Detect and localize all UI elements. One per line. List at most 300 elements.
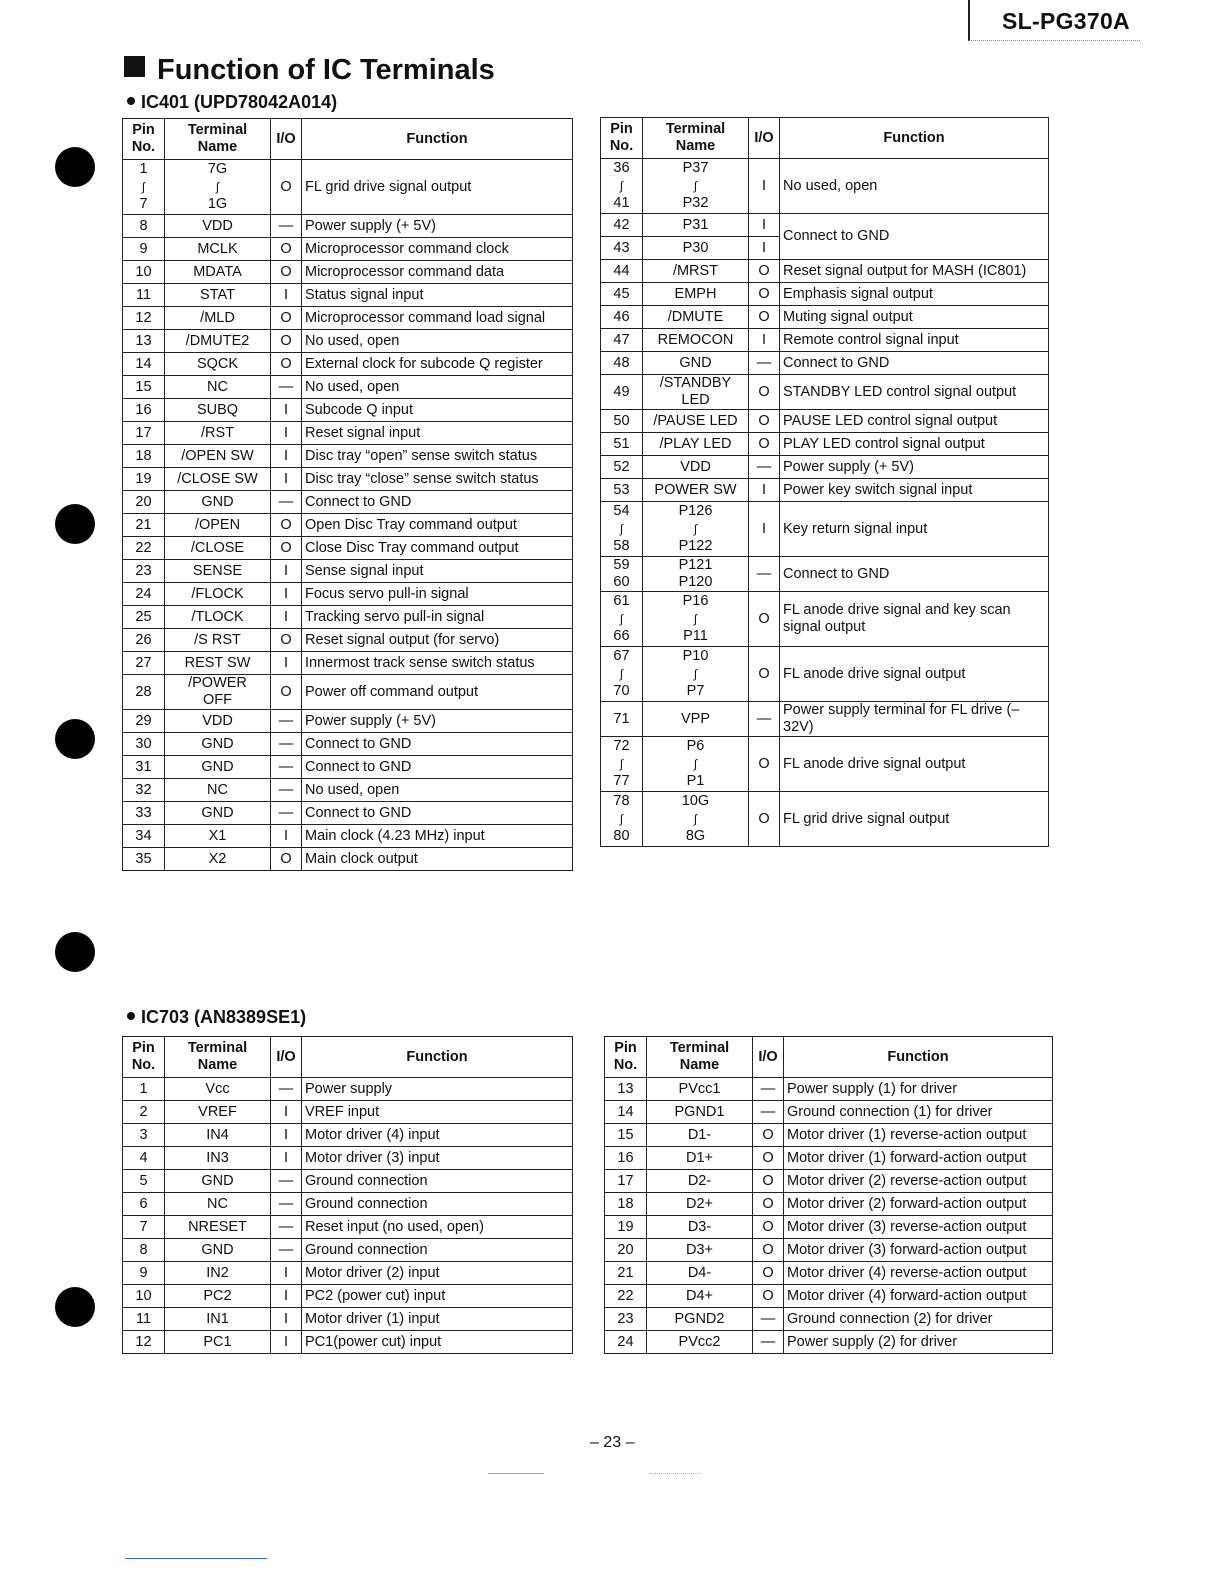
function-cell [302,652,573,675]
io-value: — [278,493,294,510]
table-row [123,1308,573,1331]
function-cell [302,353,573,376]
io-cell [271,1147,302,1170]
function-text: FL anode drive signal output [783,755,966,772]
terminal-cell [647,1216,753,1239]
pin-number-end: 58 [613,538,630,554]
function-cell [302,491,573,514]
io-cell [753,1262,784,1285]
terminal-cell [165,652,271,675]
header-io-label: I/O [276,1048,296,1065]
io-cell [749,792,780,847]
function-text: Connect to GND [305,758,412,775]
terminal-name: NC [207,378,228,395]
header-io [271,119,302,160]
pin-number: 42 [613,216,630,233]
function-cell [302,261,573,284]
function-cell [780,410,1049,433]
function-text: Power supply [305,1080,393,1097]
terminal-cell [647,1308,753,1331]
function-cell [302,422,573,445]
pin-cell [123,1101,165,1124]
pin-number: 49 [613,383,630,400]
io-value: — [278,712,294,729]
pin-number: 23 [135,562,152,579]
terminal-cell [165,1101,271,1124]
function-cell [784,1262,1053,1285]
pin-cell [123,1308,165,1331]
table-row [601,260,1049,283]
function-cell [302,1078,573,1101]
io-value: — [278,1218,294,1235]
function-cell [302,675,573,710]
function-text: Motor driver (3) reverse-action output [787,1218,1027,1235]
header-function-label: Function [406,1048,468,1065]
terminal-name: GND [201,1172,234,1189]
terminal-cell [165,1124,271,1147]
function-cell [784,1147,1053,1170]
io-value: I [761,331,767,348]
function-cell [302,560,573,583]
pin-number: 51 [613,435,630,452]
table-row [605,1078,1053,1101]
terminal-cell [647,1331,753,1354]
pin-cell [123,468,165,491]
table-row [601,557,1049,592]
terminal-name: D2+ [685,1195,713,1212]
header-io-label: I/O [758,1048,778,1065]
header-pin [123,119,165,160]
terminal-name-end: 8G [685,828,706,844]
io-value: — [278,1195,294,1212]
terminal-cell [165,238,271,261]
range-icon: ∫ [619,667,624,681]
terminal-cell [165,1285,271,1308]
pin-cell [123,825,165,848]
function-cell [302,537,573,560]
function-text: STANDBY LED control signal output [783,383,1017,400]
io-value: I [283,286,289,303]
terminal-cell [165,468,271,491]
pin-cell [601,306,643,329]
function-text: Disc tray “close” sense switch status [305,470,539,487]
function-cell [302,1285,573,1308]
function-text: External clock for subcode Q register [305,355,543,372]
pin-number: 72 [613,738,630,754]
terminal-name: PGND1 [674,1103,725,1120]
pin-number: 10 [135,1287,152,1304]
range-icon: ∫ [619,612,624,626]
io-value: — [278,378,294,395]
io-value: I [283,470,289,487]
io-cell [271,1285,302,1308]
terminal-cell [643,375,749,410]
io-value: — [760,1310,776,1327]
pin-number: 47 [613,331,630,348]
table-row [601,433,1049,456]
terminal-name-end: P1 [686,773,705,789]
terminal-cell [165,491,271,514]
pin-cell [123,261,165,284]
pin-number-end: 60 [613,574,630,590]
terminal-name: PC1 [203,1333,232,1350]
pin-number-end: 66 [613,628,630,644]
function-cell [302,583,573,606]
terminal-name: /DMUTE2 [185,332,250,349]
function-cell [302,1331,573,1354]
function-text: Power key switch signal input [783,481,973,498]
function-cell [780,557,1049,592]
function-cell [302,307,573,330]
pin-cell [123,560,165,583]
range-icon: ∫ [693,522,698,536]
function-text: Connect to GND [783,354,890,371]
function-text: Power supply (+ 5V) [305,217,436,234]
io-cell [271,1308,302,1331]
pin-cell [601,283,643,306]
io-cell [749,737,780,792]
function-text: Motor driver (4) reverse-action output [787,1264,1027,1281]
terminal-name: GND [679,354,712,371]
function-text: Ground connection [305,1241,428,1258]
io-value: — [278,735,294,752]
header-function-label: Function [406,130,468,147]
io-cell [753,1101,784,1124]
ic703-table-left [122,1036,573,1354]
function-cell [302,1124,573,1147]
table-row [123,1101,573,1124]
terminal-name: X2 [208,850,227,867]
binder-hole-icon [55,932,95,972]
io-value: O [280,850,292,867]
pin-number: 23 [617,1310,634,1327]
table-row [123,1170,573,1193]
pin-cell [123,422,165,445]
ic703-table-right [604,1036,1053,1354]
io-cell [753,1078,784,1101]
pin-number: 5 [139,1172,148,1189]
pin-cell [123,330,165,353]
io-cell [271,238,302,261]
header-terminal [165,119,271,160]
header-terminal [165,1037,271,1078]
pin-cell [601,410,643,433]
header-io [749,118,780,159]
terminal-cell [165,583,271,606]
terminal-cell [165,675,271,710]
io-cell [271,1124,302,1147]
io-value: I [283,562,289,579]
function-text: Tracking servo pull-in signal [305,608,485,625]
function-cell [302,1101,573,1124]
terminal-name-end: P7 [686,683,705,699]
function-text: FL anode drive signal output [783,665,966,682]
pin-number: 9 [139,1264,148,1281]
pin-number: 12 [135,309,152,326]
function-text: Motor driver (2) reverse-action output [787,1172,1027,1189]
function-text: Focus servo pull-in signal [305,585,469,602]
header-terminal-label: Terminal Name [187,1040,248,1073]
terminal-name: /MLD [200,309,235,326]
table-row [123,1193,573,1216]
terminal-name: /FLOCK [191,585,244,602]
io-cell [749,159,780,214]
terminal-cell [165,1239,271,1262]
pin-cell [123,353,165,376]
terminal-name: P6 [686,738,705,754]
table-row [605,1101,1053,1124]
header-row [123,1037,573,1078]
io-value: I [761,239,767,256]
io-cell [749,647,780,702]
io-cell [271,160,302,215]
pin-cell [123,376,165,399]
header-pin [123,1037,165,1078]
function-cell [784,1193,1053,1216]
table-row [123,1078,573,1101]
function-cell [302,445,573,468]
io-value: — [756,458,772,475]
pin-number-end: 70 [613,683,630,699]
io-cell [271,560,302,583]
pin-cell [605,1308,647,1331]
terminal-name: EMPH [674,285,717,302]
terminal-name: IN1 [206,1310,229,1327]
io-cell [271,1331,302,1354]
pin-number: 16 [135,401,152,418]
pin-number: 20 [135,493,152,510]
io-value: O [762,1172,774,1189]
pin-number: 3 [139,1126,148,1143]
io-cell [271,376,302,399]
header-pin-label: Pin No. [131,1040,156,1073]
pin-cell [605,1193,647,1216]
pin-cell [605,1331,647,1354]
function-text: Motor driver (3) input [305,1149,440,1166]
io-value: O [758,665,770,682]
header-io-label: I/O [276,130,296,147]
table-row [605,1170,1053,1193]
function-cell [784,1078,1053,1101]
terminal-cell [647,1124,753,1147]
pin-cell [123,733,165,756]
terminal-cell [165,848,271,871]
io-cell [271,422,302,445]
pin-cell [123,1239,165,1262]
function-text: Microprocessor command clock [305,240,509,257]
io-value: I [283,1149,289,1166]
terminal-name: /TLOCK [191,608,244,625]
function-cell [780,159,1049,214]
io-cell [271,606,302,629]
io-value: — [278,217,294,234]
table-row [123,330,573,353]
function-text: Reset signal output (for servo) [305,631,500,648]
pin-number-end: 41 [613,195,630,211]
header-io-label: I/O [754,129,774,146]
function-text: Motor driver (4) forward-action output [787,1287,1027,1304]
terminal-name: VDD [202,712,233,729]
terminal-name: P37 [682,160,709,176]
io-value: O [758,755,770,772]
io-cell [749,557,780,592]
terminal-cell [165,399,271,422]
io-value: O [758,285,770,302]
terminal-cell [647,1193,753,1216]
pin-number: 43 [613,239,630,256]
terminal-cell [165,733,271,756]
function-text: VREF input [305,1103,380,1120]
io-cell [749,306,780,329]
terminal-name: 10G [681,793,710,809]
terminal-cell [643,306,749,329]
range-icon: ∫ [693,179,698,193]
pin-cell [123,629,165,652]
terminal-cell [165,215,271,238]
io-value: — [278,804,294,821]
terminal-name: IN4 [206,1126,229,1143]
pin-number: 27 [135,654,152,671]
table-row [601,352,1049,375]
terminal-name: P121 [678,557,713,573]
range-icon: ∫ [141,180,146,194]
terminal-name: D4- [687,1264,712,1281]
io-cell [271,215,302,238]
terminal-cell [165,802,271,825]
terminal-name: PC2 [203,1287,232,1304]
io-cell [271,1101,302,1124]
io-value: — [278,781,294,798]
function-cell [302,802,573,825]
io-value: O [280,263,292,280]
io-value: O [762,1195,774,1212]
terminal-name: GND [201,758,234,775]
function-cell [780,352,1049,375]
table-row [605,1308,1053,1331]
range-icon: ∫ [619,179,624,193]
range-icon: ∫ [215,180,220,194]
terminal-name: 7G [207,161,228,177]
function-cell [302,710,573,733]
table-row [123,710,573,733]
function-text: No used, open [305,378,400,395]
range-icon: ∫ [619,522,624,536]
table-row [123,399,573,422]
pin-cell [123,1124,165,1147]
function-text: Status signal input [305,286,424,303]
function-text: Ground connection (1) for driver [787,1103,993,1120]
terminal-name: VREF [198,1103,237,1120]
io-value: I [283,1310,289,1327]
pin-number: 2 [139,1103,148,1120]
terminal-cell [165,376,271,399]
table-row [123,215,573,238]
function-cell [780,375,1049,410]
io-cell [749,702,780,737]
pin-cell [123,675,165,710]
terminal-cell [165,353,271,376]
io-value: I [283,1126,289,1143]
pin-cell [123,710,165,733]
table-row [605,1124,1053,1147]
io-value: I [283,827,289,844]
pin-cell [601,433,643,456]
function-text: Ground connection [305,1172,428,1189]
binder-hole-icon [55,147,95,187]
pin-cell [123,606,165,629]
io-value: I [283,585,289,602]
pin-cell [123,1078,165,1101]
io-cell [749,592,780,647]
header-function-label: Function [887,1048,949,1065]
pin-number: 46 [613,308,630,325]
terminal-cell [643,479,749,502]
function-text: Motor driver (3) forward-action output [787,1241,1027,1258]
pin-number: 18 [135,447,152,464]
terminal-name: /RST [200,424,235,441]
function-text: Motor driver (2) input [305,1264,440,1281]
io-cell [753,1239,784,1262]
function-cell [302,514,573,537]
function-text: Disc tray “open” sense switch status [305,447,538,464]
io-cell [749,283,780,306]
function-cell [302,284,573,307]
pin-number: 34 [135,827,152,844]
pin-number: 18 [617,1195,634,1212]
table-row [123,733,573,756]
table-row [601,502,1049,557]
function-cell [302,238,573,261]
pin-number: 11 [135,286,152,303]
function-text: Ground connection [305,1195,428,1212]
table-row [123,537,573,560]
terminal-name-end: P11 [683,628,708,644]
function-cell [780,433,1049,456]
pin-number: 35 [135,850,152,867]
table-row [605,1147,1053,1170]
pin-number: 1 [139,1080,148,1097]
table-row [123,606,573,629]
io-cell [271,537,302,560]
table-row [123,1262,573,1285]
function-text: Innermost track sense switch status [305,654,535,671]
table-row [123,307,573,330]
terminal-name: P126 [678,503,713,519]
terminal-name: P30 [682,239,709,256]
terminal-cell [647,1262,753,1285]
terminal-cell [643,283,749,306]
pin-cell [123,1216,165,1239]
pin-number: 30 [135,735,152,752]
io-cell [753,1285,784,1308]
function-text: FL grid drive signal output [783,810,950,827]
function-text: Subcode Q input [305,401,414,418]
io-cell [753,1308,784,1331]
pin-cell [605,1078,647,1101]
terminal-cell [647,1170,753,1193]
io-value: O [758,810,770,827]
io-value: — [278,1172,294,1189]
terminal-name: VPP [680,710,710,727]
table-row [123,1216,573,1239]
table-row [123,848,573,871]
function-cell [784,1308,1053,1331]
terminal-name-end: P120 [678,574,713,590]
io-value: I [761,520,767,537]
function-text: Ground connection (2) for driver [787,1310,993,1327]
table-row [601,456,1049,479]
function-text: Reset signal output for MASH (IC801) [783,262,1027,279]
